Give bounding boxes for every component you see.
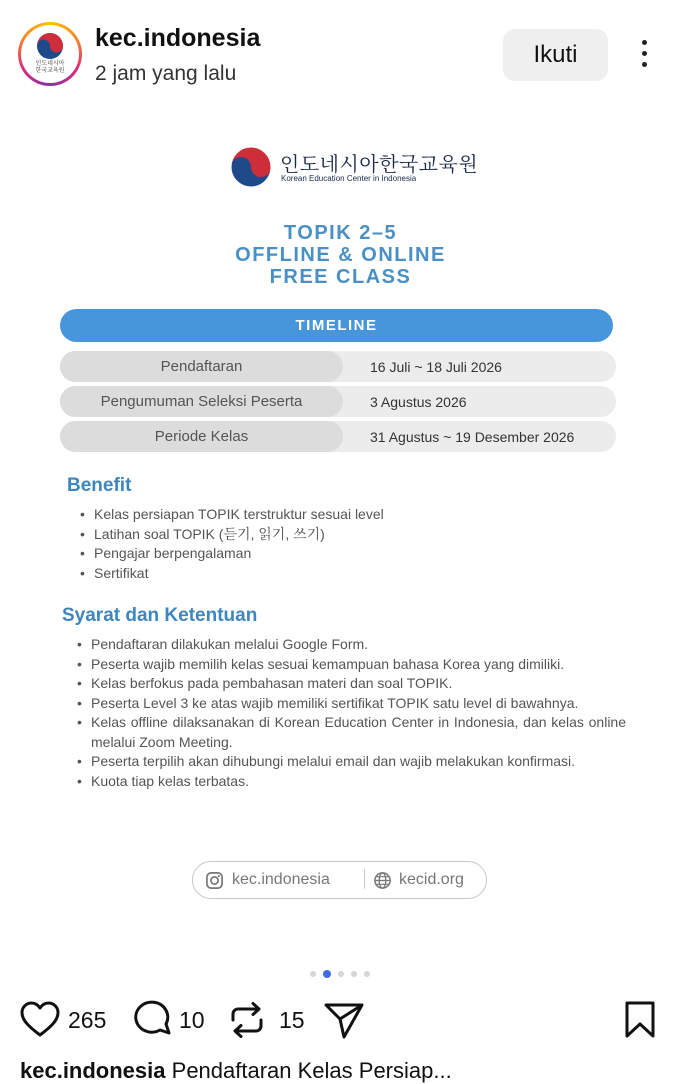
carousel-dot-active <box>323 970 331 978</box>
org-name-english: Korean Education Center in Indonesia <box>281 174 417 183</box>
caption-text: Pendaftaran Kelas Persiap... <box>171 1058 452 1083</box>
like-button[interactable] <box>20 995 120 1045</box>
list-item: • Pendaftaran dilakukan melalui Google Form. <box>91 635 626 655</box>
avatar[interactable] <box>18 22 82 86</box>
avatar-image <box>21 25 79 83</box>
timeline-row <box>60 421 616 452</box>
terms-title: Syarat dan Ketentuan <box>62 605 258 626</box>
globe-icon <box>373 871 392 890</box>
list-item: • Peserta terpilih akan dihubungi melalui email dan wajib melakukan konfirmasi. <box>91 752 626 772</box>
list-item: • Peserta Level 3 ke atas wajib memiliki sertifikat TOPIK satu level di bawahnya. <box>91 694 626 714</box>
avatar-caption-line1: 인도네시아 <box>35 61 65 67</box>
list-item: • Kelas berfokus pada pembahasan materi dan soal TOPIK. <box>91 674 626 694</box>
headline-line2: OFFLINE & ONLINE <box>235 244 446 266</box>
post-time: 2 jam yang lalu <box>95 62 237 85</box>
instagram-handle: kec.indonesia <box>232 871 330 888</box>
headline <box>0 222 681 288</box>
timeline-row <box>60 351 616 382</box>
username[interactable]: kec.indonesia <box>95 24 261 52</box>
more-vertical-icon[interactable] <box>636 40 652 72</box>
list-item: • Peserta wajib memilih kelas sesuai kemampuan bahasa Korea yang dimiliki. <box>91 655 626 675</box>
list-item: • Latihan soal TOPIK (듣기, 읽기, 쓰기) <box>94 525 514 545</box>
timeline-value: 16 Juli ~ 18 Juli 2026 <box>370 359 502 375</box>
taegeuk-logo-icon <box>230 146 272 188</box>
org-name-korean: 인도네시아한국교육원 <box>280 154 479 176</box>
follow-button[interactable]: Ikuti <box>503 29 608 81</box>
comment-button[interactable] <box>133 995 213 1045</box>
divider <box>364 869 365 889</box>
list-item: • Kelas offline dilaksanakan di Korean Education Center in Indonesia, dan kelas online melalui Zoom Meeting. <box>91 713 626 752</box>
repost-count: 15 <box>279 1007 305 1033</box>
contact-pill <box>192 861 487 899</box>
carousel-dot <box>310 971 316 977</box>
headline-line3: FREE CLASS <box>269 266 412 288</box>
list-item: • Kuota tiap kelas terbatas. <box>91 772 626 792</box>
avatar-caption-line2: 한국교육원 <box>35 68 65 74</box>
comment-icon <box>133 1000 173 1040</box>
carousel-dot <box>364 971 370 977</box>
carousel-dot <box>351 971 357 977</box>
timeline-label: Pengumuman Seleksi Peserta <box>60 386 343 417</box>
heart-icon <box>20 1000 60 1040</box>
caption-username[interactable]: kec.indonesia <box>20 1058 166 1083</box>
list-item: • Pengajar berpengalaman <box>94 544 514 564</box>
bookmark-button[interactable] <box>623 995 659 1045</box>
repost-icon <box>229 1000 265 1040</box>
timeline-value: 3 Agustus 2026 <box>370 394 467 410</box>
timeline-value: 31 Agustus ~ 19 Desember 2026 <box>370 429 575 445</box>
benefit-title: Benefit <box>67 475 132 496</box>
instagram-icon <box>205 871 224 890</box>
timeline-label: Periode Kelas <box>60 421 343 452</box>
taegeuk-logo-icon <box>36 32 64 60</box>
post-caption[interactable] <box>20 1058 452 1084</box>
carousel-dot <box>338 971 344 977</box>
action-bar <box>0 995 681 1045</box>
comment-count: 10 <box>179 1007 205 1033</box>
terms-list <box>75 635 626 791</box>
repost-button[interactable] <box>229 995 309 1045</box>
post-header <box>0 0 681 110</box>
post-image[interactable] <box>0 110 681 950</box>
share-icon <box>323 1000 365 1040</box>
benefit-list <box>78 505 514 583</box>
headline-line1: TOPIK 2–5 <box>283 222 398 244</box>
timeline-label: Pendaftaran <box>60 351 343 382</box>
website: kecid.org <box>399 871 464 888</box>
list-item: • Sertifikat <box>94 564 514 584</box>
share-button[interactable] <box>323 995 367 1045</box>
timeline-row <box>60 386 616 417</box>
bookmark-icon <box>623 1000 657 1040</box>
timeline-header: TIMELINE <box>60 309 613 342</box>
list-item: • Kelas persiapan TOPIK terstruktur sesuai level <box>94 505 514 525</box>
like-count: 265 <box>68 1007 107 1033</box>
